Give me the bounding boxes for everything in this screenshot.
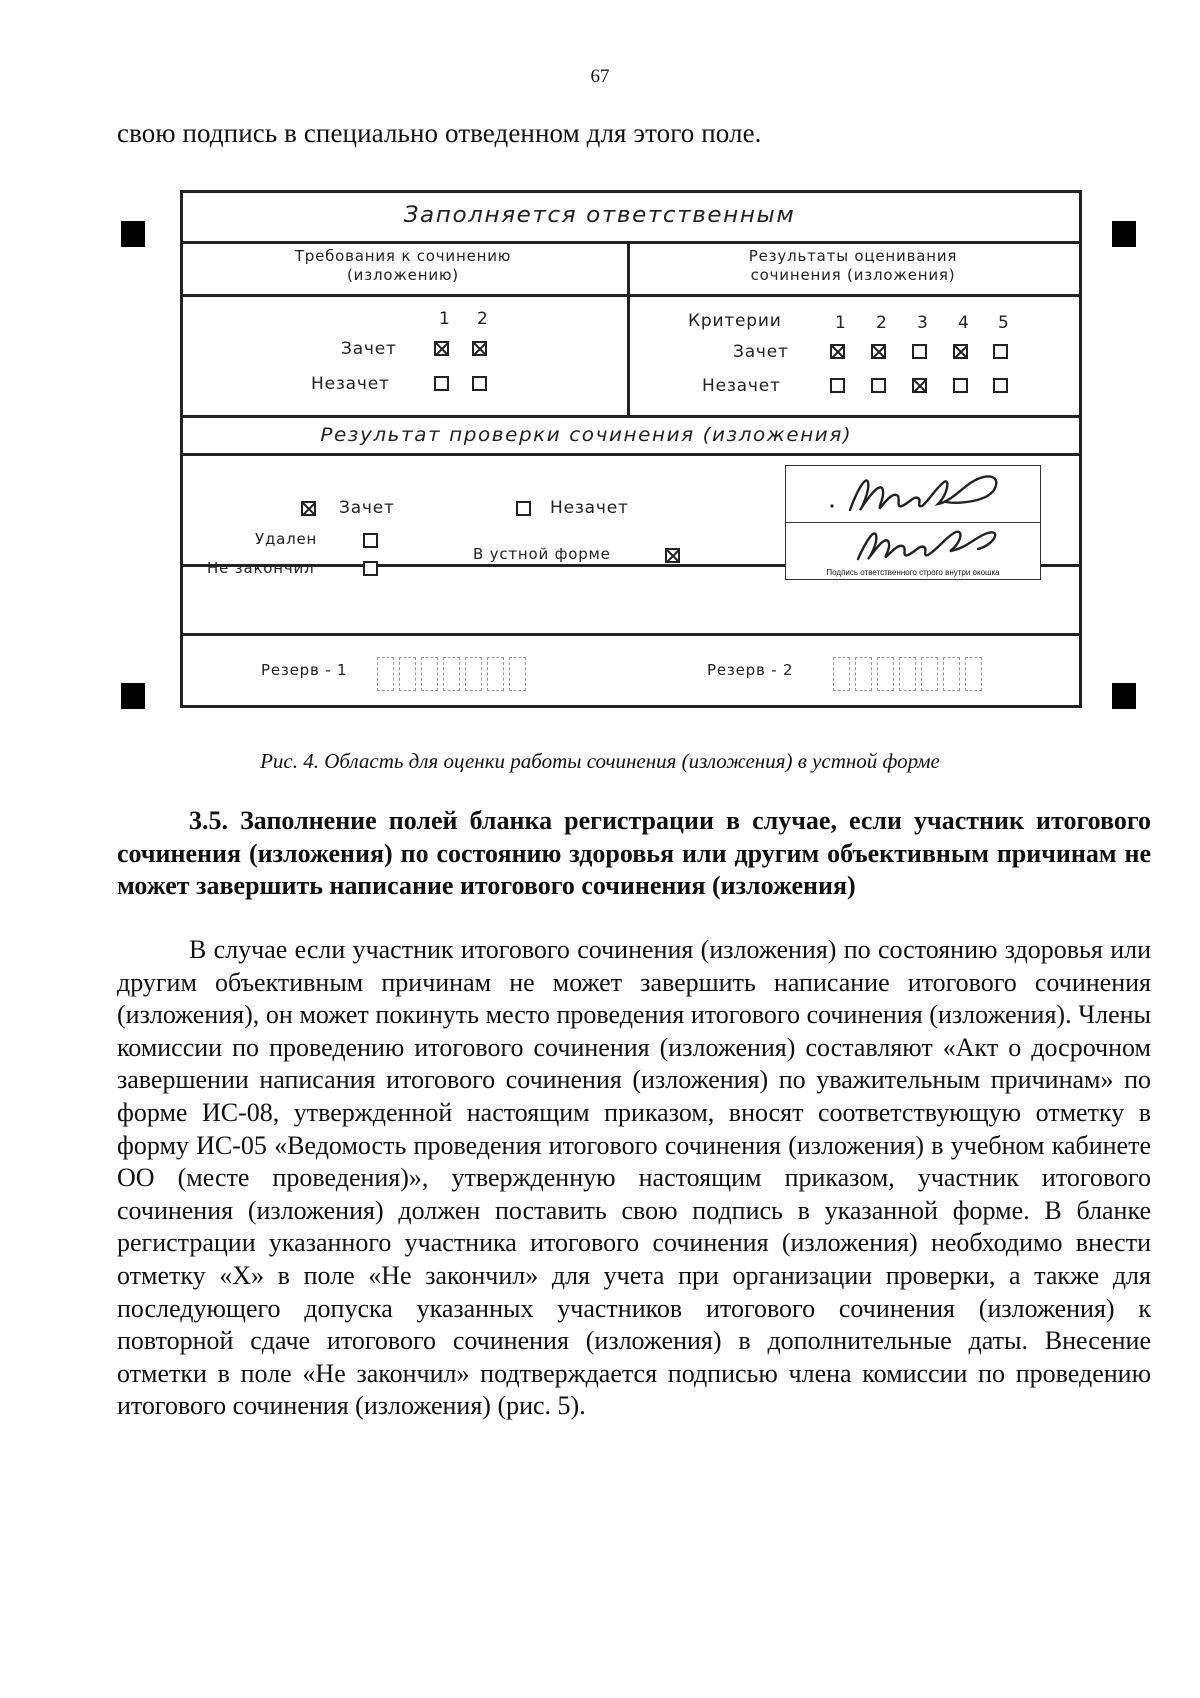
signature-mark: [788, 468, 1038, 528]
oral-form-label: В устной форме: [473, 545, 611, 563]
form-title: Заполняется ответственным: [403, 203, 796, 228]
criterion-3-fail-checkbox[interactable]: [912, 378, 927, 393]
form-divider: [183, 633, 1079, 636]
form-column-divider: [627, 241, 630, 417]
criteria-col-5: 5: [998, 313, 1009, 333]
criterion-4-fail-checkbox[interactable]: [953, 378, 968, 393]
result-fail-checkbox[interactable]: [516, 501, 531, 516]
result-pass-checkbox[interactable]: [301, 501, 316, 516]
criterion-3-pass-checkbox[interactable]: [912, 344, 927, 359]
assessment-form: [180, 190, 1082, 708]
criterion-1-pass-checkbox[interactable]: [830, 344, 845, 359]
reserve-2-field[interactable]: [833, 657, 1003, 693]
requirement-2-fail-checkbox[interactable]: [472, 376, 487, 391]
criteria-col-1: 1: [835, 313, 846, 333]
figure-caption: Рис. 4. Область для оценки работы сочинения (изложения) в устной форме: [260, 749, 940, 773]
requirements-col-2: 2: [477, 309, 488, 329]
signature-mark: [788, 523, 1038, 567]
signature-box-oral[interactable]: [785, 522, 1041, 580]
criteria-col-3: 3: [917, 313, 928, 333]
section-heading: 3.5. Заполнение полей бланка регистрации в случае, если участник итогового сочинения (изложения) по состоянию здоровья или другим объективным причинам не может завершить написание итогового сочинения (изложения): [117, 806, 1151, 900]
results-header: Результаты оценивания сочинения (изложения): [748, 247, 958, 284]
criterion-5-pass-checkbox[interactable]: [993, 344, 1008, 359]
requirement-2-pass-checkbox[interactable]: [472, 341, 487, 356]
form-divider: [183, 453, 1079, 456]
criterion-1-fail-checkbox[interactable]: [830, 378, 845, 393]
intro-line: свою подпись в специально отведенном для этого поле.: [117, 118, 762, 148]
requirements-fail-label: Незачет: [311, 374, 390, 394]
criterion-5-fail-checkbox[interactable]: [993, 378, 1008, 393]
reserve-1-field[interactable]: [377, 657, 547, 693]
criteria-pass-label: Зачет: [733, 342, 789, 362]
corner-marker-top-left: [121, 221, 145, 247]
criterion-4-pass-checkbox[interactable]: [953, 344, 968, 359]
oral-form-checkbox[interactable]: [665, 548, 680, 563]
form-divider: [183, 415, 1079, 418]
signature-caption-oral: Подпись ответственного строго внутри окошка: [826, 568, 1000, 577]
requirements-col-1: 1: [439, 309, 450, 329]
requirement-1-pass-checkbox[interactable]: [434, 341, 449, 356]
form-divider: [183, 241, 1079, 244]
requirements-pass-label: Зачет: [341, 339, 397, 359]
not-finished-label: Не закончил: [207, 559, 315, 577]
removed-label: Удален: [255, 530, 318, 548]
corner-marker-top-right: [1112, 221, 1136, 247]
result-pass-label: Зачет: [339, 498, 395, 518]
form-divider: [183, 294, 1079, 297]
page-number: 67: [590, 66, 610, 87]
criteria-fail-label: Незачет: [702, 376, 781, 396]
criterion-2-pass-checkbox[interactable]: [871, 344, 886, 359]
criterion-2-fail-checkbox[interactable]: [871, 378, 886, 393]
criteria-col-4: 4: [958, 313, 969, 333]
removed-checkbox[interactable]: [363, 533, 378, 548]
corner-marker-bottom-right: [1112, 683, 1136, 709]
result-fail-label: Незачет: [550, 498, 629, 518]
not-finished-checkbox[interactable]: [363, 561, 378, 576]
check-result-title: Результат проверки сочинения (изложения): [320, 424, 853, 446]
reserve-2-label: Резерв - 2: [707, 661, 794, 679]
criteria-label: Критерии: [688, 311, 782, 331]
corner-marker-bottom-left: [121, 683, 145, 709]
reserve-1-label: Резерв - 1: [261, 661, 348, 679]
requirement-1-fail-checkbox[interactable]: [434, 376, 449, 391]
criteria-col-2: 2: [876, 313, 887, 333]
body-paragraph: В случае если участник итогового сочинения (изложения) по состоянию здоровья или другим объективным причинам не может завершить написание итогового сочинения (изложения), он может покинуть место проведения итогового сочинения (изложения). Члены комиссии по проведению итогового сочинения (изложения) составляют «Акт о досрочном завершении написания итогового сочинения (изложения) по уважительным причинам» по форме ИС-08, утвержденной настоящим приказом, вносят соответствующую отметку в форму ИС-05 «Ведомость проведения итогового сочинения (изложения) в учебном кабинете ОО (месте проведения)», утвержденную настоящим приказом, участник итогового сочинения (изложения) должен поставить свою подпись в указанной форме. В бланке регистрации указанного участника итогового сочинения (изложения) необходимо внести отметку «Х» в поле «Не закончил» для учета при организации проверки, а также для последующего допуска указанных участников итогового сочинения (изложения) к повторной сдаче итогового сочинения (изложения) в дополнительные даты. Внесение отметки в поле «Не закончил» подтверждается подписью члена комиссии по проведению итогового сочинения (изложения) (рис. 5).: [117, 935, 1151, 1421]
requirements-header: Требования к сочинению (изложению): [294, 247, 512, 284]
